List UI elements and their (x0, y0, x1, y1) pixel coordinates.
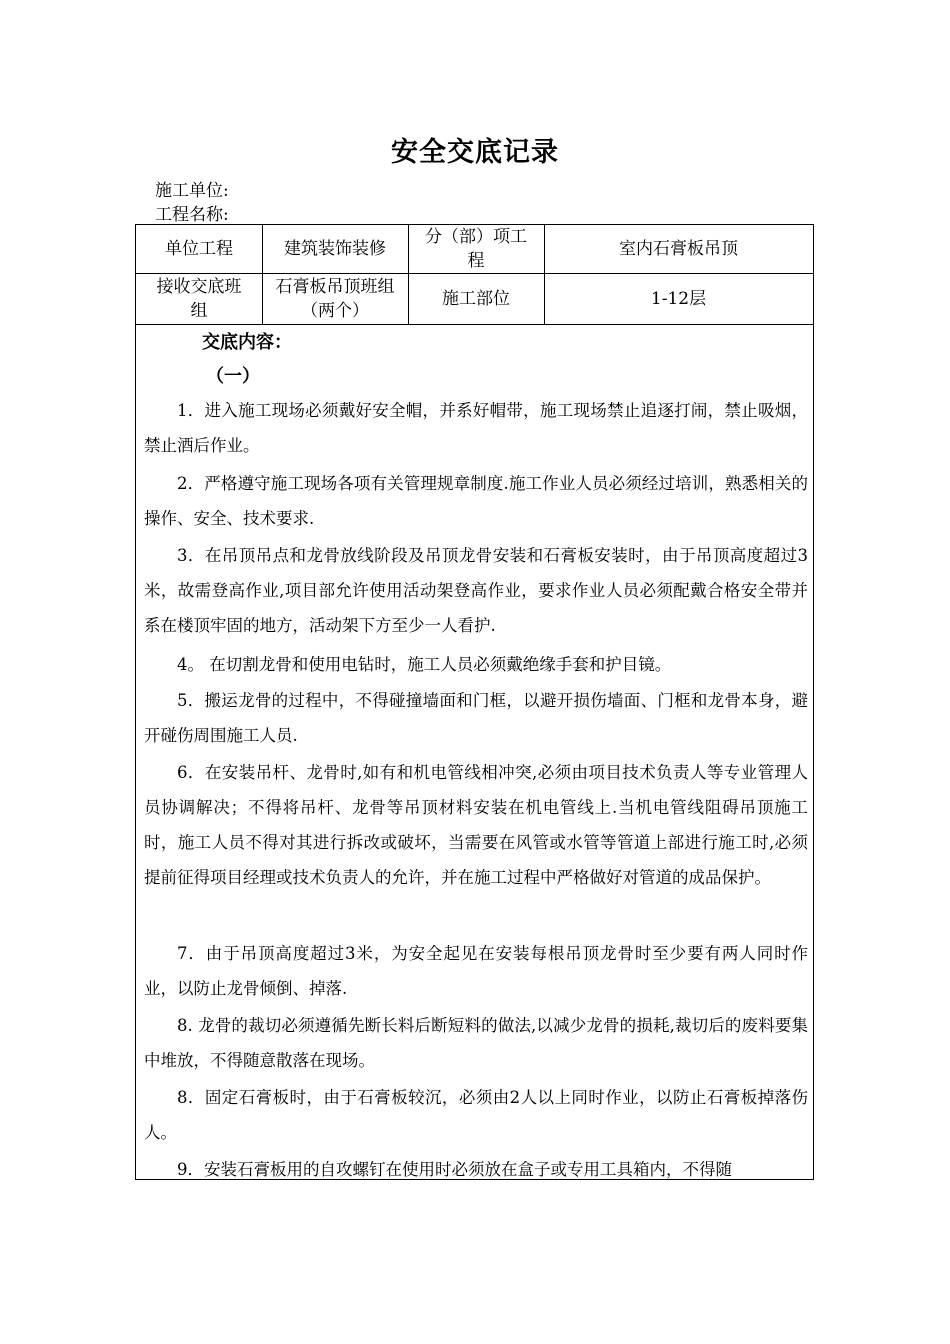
row-divider (136, 324, 813, 325)
location-label: 施工部位 (442, 288, 510, 309)
receiving-team-label: 接收交底班组 (156, 276, 242, 321)
construction-unit-label: 施工单位: (155, 181, 229, 201)
project-name-label: 工程名称: (155, 205, 229, 225)
safety-item: 8. 龙骨的裁切必须遵循先断长料后断短料的做法,以减少龙骨的损耗,裁切后的废料要集中堆放，不得随意散落在现场。 (144, 1016, 808, 1070)
safety-item: 7．由于吊顶高度超过3米，为安全起见在安装每根吊顶龙骨时至少要有两人同时作业，以防止龙骨倾倒、掉落. (144, 944, 808, 998)
section-number: （一） (206, 366, 260, 387)
sub-project-label: 分（部）项工程 (425, 227, 527, 271)
safety-item: 6．在安装吊杆、龙骨时,如有和机电管线相冲突,必须由项目技术负责人等专业管理人员协调解决；不得将吊杆、龙骨等吊顶材料安装在机电管线上.当机电管线阻碍吊顶施工时，施工人员不得对其进行拆改或破坏，当需要在风管或水管等管道上部进行施工时,必须提前征得项目经理或技术负责人的允许，并在施工过程中严格做好对管道的成品保护。 (144, 763, 808, 887)
location-value: 1-12层 (650, 288, 707, 309)
sub-project-value: 室内石膏板吊顶 (619, 239, 738, 259)
safety-item: 8．固定石膏板时，由于石膏板较沉，必须由2人以上同时作业，以防止石膏板掉落伤人。 (144, 1088, 808, 1142)
unit-project-value: 建筑装饰装修 (284, 239, 386, 259)
safety-item: 9．安装石膏板用的自攻螺钉在使用时必须放在盒子或专用工具箱内，不得随 (177, 1160, 732, 1179)
receiving-team-value: 石膏板吊顶班组（两个） (275, 276, 395, 321)
disclosure-table (135, 224, 814, 1180)
safety-item: 4。 在切割龙骨和使用电钻时，施工人员必须戴绝缘手套和护目镜。 (177, 655, 672, 674)
safety-item: 3．在吊顶吊点和龙骨放线阶段及吊顶龙骨安装和石膏板安装时，由于吊顶高度超过3米，故需登高作业,项目部允许使用活动架登高作业，要求作业人员必须配戴合格安全带并系在楼顶牢固的地方，活动架下方至少一人看护. (144, 546, 808, 635)
safety-item: 5．搬运龙骨的过程中，不得碰撞墙面和门框，以避开损伤墙面、门框和龙骨本身，避开碰伤周围施工人员. (144, 691, 808, 745)
unit-project-label: 单位工程 (165, 239, 233, 259)
document-title: 安全交底记录 (391, 137, 559, 168)
safety-item: 2．严格遵守施工现场各项有关管理规章制度.施工作业人员必须经过培训，熟悉相关的操作、安全、技术要求. (144, 474, 808, 528)
content-heading: 交底内容： (202, 332, 292, 353)
safety-item: 1．进入施工现场必须戴好安全帽，并系好帽带，施工现场禁止追逐打闹，禁止吸烟，禁止酒后作业。 (144, 401, 808, 455)
